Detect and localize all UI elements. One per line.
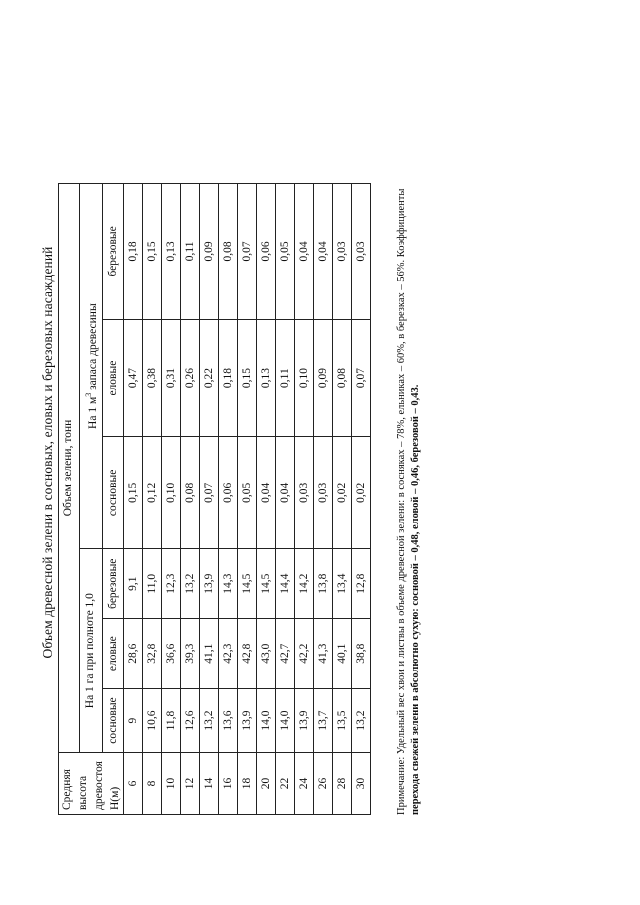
height-cell: 12 — [181, 753, 200, 815]
value-cell: 0,15 — [143, 184, 162, 320]
header-row-1 — [59, 184, 80, 815]
table-row — [219, 184, 238, 815]
value-cell: 0,11 — [276, 319, 295, 437]
value-cell: 41,3 — [314, 619, 333, 689]
height-cell: 24 — [295, 753, 314, 815]
value-cell: 38,8 — [352, 619, 371, 689]
value-cell: 39,3 — [181, 619, 200, 689]
value-cell: 0,15 — [238, 319, 257, 437]
value-cell: 0,04 — [295, 184, 314, 320]
value-cell: 14,0 — [276, 689, 295, 753]
note-line-1: Примечание: Удельный вес хвои и листвы в объеме древесной зелени: в сосняках – 78%, ельниках – 60%, в березках – 56%. Коэффициенты — [396, 188, 407, 815]
value-cell: 10,6 — [143, 689, 162, 753]
subgroup-per-m3-prefix: На 1 м — [86, 396, 99, 429]
value-cell: 0,04 — [276, 437, 295, 549]
value-cell: 0,11 — [181, 184, 200, 320]
value-cell: 0,26 — [181, 319, 200, 437]
table-row — [200, 184, 219, 815]
value-cell: 13,8 — [314, 549, 333, 619]
value-cell: 13,9 — [200, 549, 219, 619]
note-line-2: перехода свежей зелени в абсолютно сухую: сосновой – 0,48, еловой – 0,46, березовой – 0,43. — [410, 384, 421, 815]
table-row — [257, 184, 276, 815]
table-row — [124, 184, 143, 815]
value-cell: 0,08 — [219, 184, 238, 320]
value-cell: 13,6 — [219, 689, 238, 753]
table-row — [162, 184, 181, 815]
value-cell: 0,06 — [219, 437, 238, 549]
subgroup-per-m3 — [79, 184, 103, 549]
data-table — [58, 183, 371, 815]
height-column-header: Средняя высота древостоя H(м) — [59, 753, 124, 815]
subgroup-per-m3-sup: 3 — [84, 392, 94, 397]
value-cell: 0,31 — [162, 319, 181, 437]
value-cell: 0,09 — [200, 184, 219, 320]
height-cell: 8 — [143, 753, 162, 815]
species-header: сосновые — [103, 689, 124, 753]
species-header: березовые — [103, 549, 124, 619]
value-cell: 0,15 — [124, 437, 143, 549]
value-cell: 0,10 — [162, 437, 181, 549]
value-cell: 11,8 — [162, 689, 181, 753]
value-cell: 14,0 — [257, 689, 276, 753]
value-cell: 13,2 — [352, 689, 371, 753]
value-cell: 42,3 — [219, 619, 238, 689]
value-cell: 0,18 — [124, 184, 143, 320]
value-cell: 0,07 — [352, 319, 371, 437]
subgroup-per-m3-suffix: запаса древесины — [86, 303, 99, 393]
height-cell: 28 — [333, 753, 352, 815]
value-cell: 42,8 — [238, 619, 257, 689]
value-cell: 0,08 — [333, 319, 352, 437]
table-title: Объем древесной зелени в сосновых, еловых и березовых насаждений — [40, 246, 55, 659]
value-cell: 0,47 — [124, 319, 143, 437]
value-cell: 14,5 — [238, 549, 257, 619]
value-cell: 0,38 — [143, 319, 162, 437]
value-cell: 0,02 — [352, 437, 371, 549]
value-cell: 40,1 — [333, 619, 352, 689]
value-cell: 0,03 — [314, 437, 333, 549]
table-row — [238, 184, 257, 815]
table-row — [295, 184, 314, 815]
value-cell: 0,08 — [181, 437, 200, 549]
value-cell: 0,05 — [238, 437, 257, 549]
height-cell: 14 — [200, 753, 219, 815]
table-note — [395, 115, 423, 815]
value-cell: 42,2 — [295, 619, 314, 689]
value-cell: 0,07 — [200, 437, 219, 549]
value-cell: 13,9 — [295, 689, 314, 753]
subgroup-per-hectare: На 1 га при полноте 1,0 — [79, 549, 103, 753]
value-cell: 0,13 — [162, 184, 181, 320]
height-cell: 26 — [314, 753, 333, 815]
value-cell: 42,7 — [276, 619, 295, 689]
header-row-2 — [79, 184, 103, 815]
value-cell: 9 — [124, 689, 143, 753]
value-cell: 9,1 — [124, 549, 143, 619]
value-cell: 13,4 — [333, 549, 352, 619]
value-cell: 0,13 — [257, 319, 276, 437]
group-header: Объем зелени, тонн — [59, 184, 80, 753]
height-cell: 22 — [276, 753, 295, 815]
species-header: еловые — [103, 619, 124, 689]
header-row-species — [103, 184, 124, 815]
value-cell: 13,9 — [238, 689, 257, 753]
value-cell: 11,0 — [143, 549, 162, 619]
table-row — [181, 184, 200, 815]
value-cell: 0,03 — [295, 437, 314, 549]
value-cell: 0,09 — [314, 319, 333, 437]
value-cell: 41,1 — [200, 619, 219, 689]
value-cell: 14,5 — [257, 549, 276, 619]
height-cell: 10 — [162, 753, 181, 815]
value-cell: 0,03 — [352, 184, 371, 320]
value-cell: 0,06 — [257, 184, 276, 320]
value-cell: 0,12 — [143, 437, 162, 549]
species-header: березовые — [103, 184, 124, 320]
species-header: сосновые — [103, 437, 124, 549]
value-cell: 14,4 — [276, 549, 295, 619]
table-row — [143, 184, 162, 815]
value-cell: 36,6 — [162, 619, 181, 689]
value-cell: 0,04 — [314, 184, 333, 320]
value-cell: 0,05 — [276, 184, 295, 320]
table-row — [352, 184, 371, 815]
value-cell: 14,2 — [295, 549, 314, 619]
table-row — [314, 184, 333, 815]
value-cell: 0,04 — [257, 437, 276, 549]
value-cell: 12,3 — [162, 549, 181, 619]
value-cell: 13,2 — [200, 689, 219, 753]
species-header: еловые — [103, 319, 124, 437]
value-cell: 43,0 — [257, 619, 276, 689]
value-cell: 13,5 — [333, 689, 352, 753]
value-cell: 14,3 — [219, 549, 238, 619]
height-cell: 20 — [257, 753, 276, 815]
value-cell: 28,6 — [124, 619, 143, 689]
table-row — [333, 184, 352, 815]
value-cell: 0,18 — [219, 319, 238, 437]
value-cell: 0,02 — [333, 437, 352, 549]
height-cell: 18 — [238, 753, 257, 815]
value-cell: 12,8 — [352, 549, 371, 619]
value-cell: 0,03 — [333, 184, 352, 320]
height-cell: 16 — [219, 753, 238, 815]
value-cell: 12,6 — [181, 689, 200, 753]
value-cell: 13,7 — [314, 689, 333, 753]
value-cell: 13,2 — [181, 549, 200, 619]
value-cell: 0,22 — [200, 319, 219, 437]
value-cell: 32,8 — [143, 619, 162, 689]
value-cell: 0,10 — [295, 319, 314, 437]
table-row — [276, 184, 295, 815]
height-cell: 6 — [124, 753, 143, 815]
height-cell: 30 — [352, 753, 371, 815]
value-cell: 0,07 — [238, 184, 257, 320]
